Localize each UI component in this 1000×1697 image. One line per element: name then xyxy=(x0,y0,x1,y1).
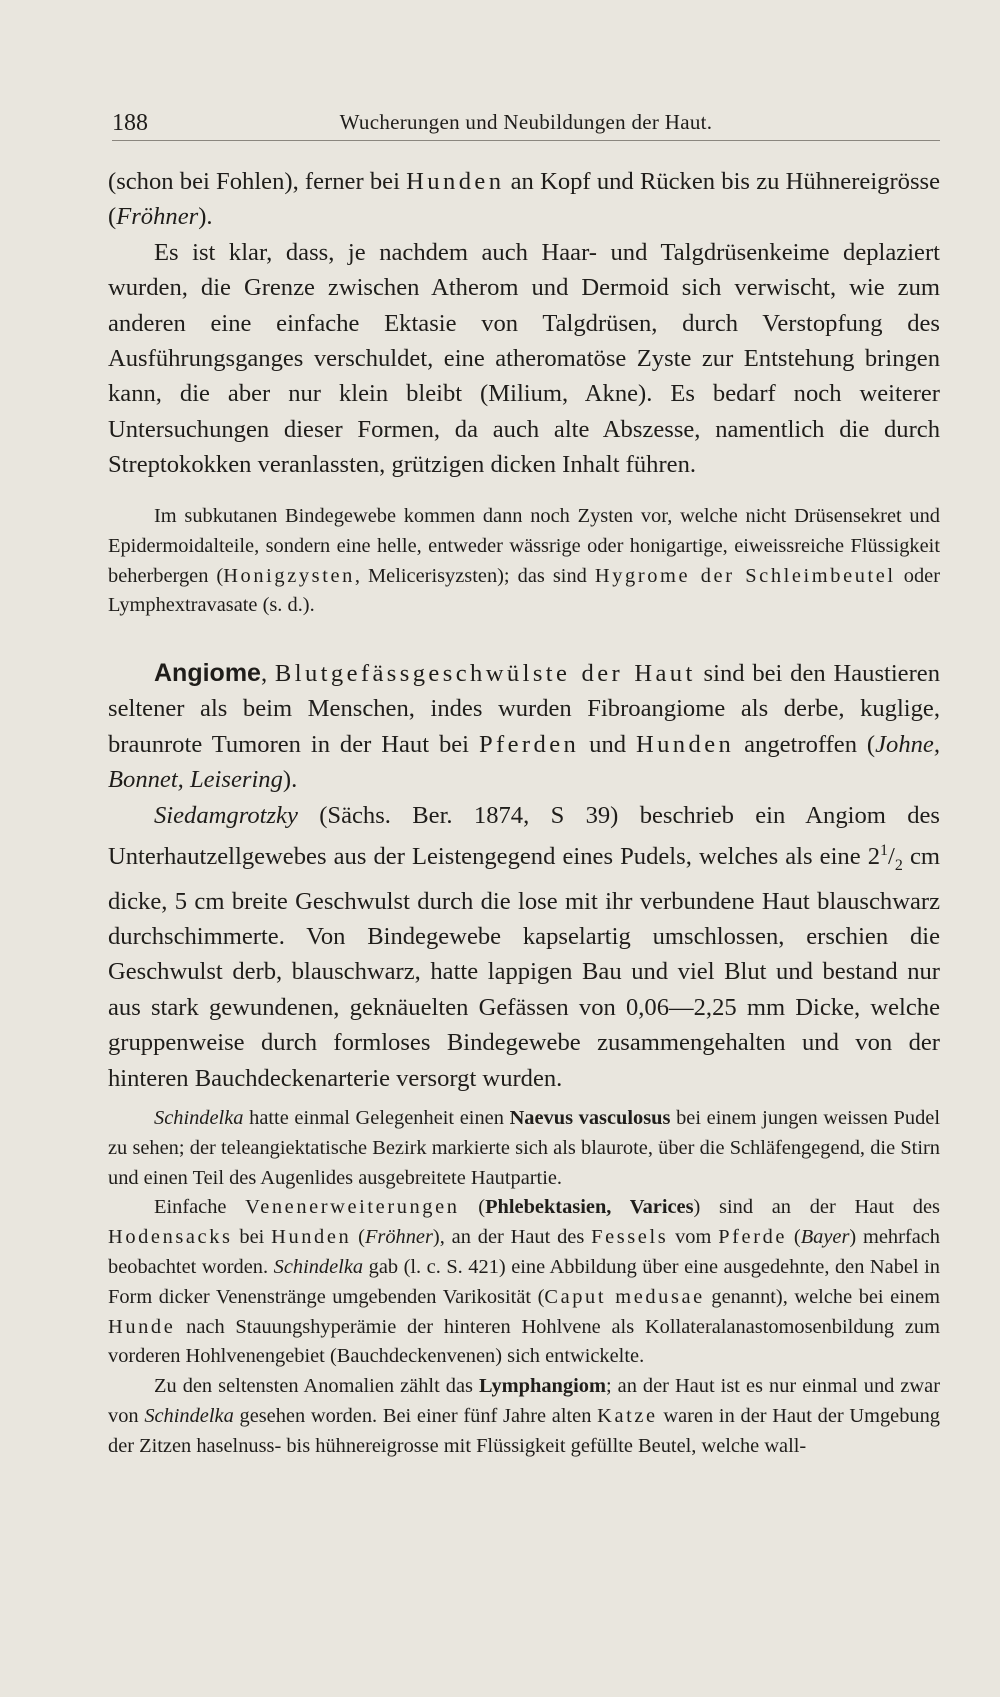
section-angiome xyxy=(108,656,940,1096)
paragraph-angiome: Angiome, Blutgefässgeschwülste der Haut sind bei den Haustieren seltener als beim Menschen, indes wurden Fibroangiome als derbe, kuglige, braunrote Tumoren in der Haut bei Pferden und Hunden angetroffen (Johne, Bonnet, Leisering). xyxy=(108,659,941,794)
paragraph-phlebektasien: Einfache Venenerweiterungen (Phlebektasien, Varices) sind an der Haut des Hodensacks bei Hunden (Fröhner), an der Haut des Fessels vom Pferde (Bayer) mehrfach beobachtet worden. Schindelka gab (l. c. S. 421) eine Abbildung über eine ausgedehnte, den Nabel in Form dicker Venenstränge umgebenden Varikosität (Caput medusae genannt), welche bei einem Hunde nach Stauungshyperämie der hinteren Hohlvene als Kollateralanastomosenbildung zum vorderen Hohlvenengebiet (Bauchdeckenvenen) sich entwickelte. xyxy=(108,1196,940,1368)
running-title: Wucherungen und Neubildungen der Haut. xyxy=(339,110,713,134)
paragraph-small-zysten: Im subkutanen Bindegewebe kommen dann noch Zysten vor, welche nicht Drüsensekret und Epidermoidalteile, sondern eine helle, entweder wässrige oder honigartige, eiweissreiche Flüssigkeit beherbergen (Honigzysten, Melicerisyzsten); das sind Hygrome der Schleimbeutel oder Lymphextravasate (s. d.). xyxy=(108,505,940,617)
paragraph-lymphangiom: Zu den seltensten Anomalien zählt das Lymphangiom; an der Haut ist es nur einmal und zwar von Schindelka gesehen worden. Bei einer fünf Jahre alten Katze waren in der Haut der Umgebung der Zitzen haselnuss- bis hühnereigrosse mit Flüssigkeit gefüllte Beutel, welche wall- xyxy=(108,1375,940,1457)
paragraph-siedamgrotzky: Siedamgrotzky (Sächs. Ber. 1874, S 39) beschrieb ein Angiom des Unterhautzellgewebes aus der Leistengegend eines Pudels, welches als eine $2^1/_2$ cm dicke, 5 cm breite Geschwulst durch die lose mit ihr verbundene Haut blauschwarz durchschimmerte. Von Bindegewebe kapselartig umschlossen, erschien die Geschwulst derb, blauschwarz, hatte lappigen Bau und viel Blut und bestand nur aus stark gewundenen, geknäuelten Gefässen von 0,06—2,25 mm Dicke, welche gruppenweise durch formloses Bindegewebe zusammengehalten und von der hinteren Bauchdeckenarterie versorgt wurden. xyxy=(108,801,940,1092)
page-number: 188 xyxy=(112,110,148,136)
paragraph-fohlen: (schon bei Fohlen), ferner bei Hunden an Kopf und Rücken bis zu Hühnereigrösse (Fröhner). xyxy=(108,168,940,231)
page-header xyxy=(112,104,940,141)
paragraph-atherom: Es ist klar, dass, je nachdem auch Haar- und Talgdrüsenkeime deplaziert wurden, die Grenze zwischen Atherom und Dermoid sich verwischt, wie zum anderen eine einfache Ektasie von Talgdrüsen, durch Verstopfung des Ausführungsganges verschuldet, eine atheromatöse Zyste zur Entstehung bringen kann, die aber nur klein bleibt (Milium, Akne). Es bedarf noch weiterer Untersuchungen dieser Formen, da auch alte Abszesse, namentlich die durch Streptokokken veranlassten, grützigen dicken Inhalt führen. xyxy=(108,238,940,479)
section-heading: Angiome xyxy=(154,659,261,687)
paragraph-naevus: Schindelka hatte einmal Gelegenheit einen Naevus vasculosus bei einem jungen weissen Pudel zu sehen; der teleangiektatische Bezirk markierte sich als blaurote, über die Schläfengegend, die Stirn und einen Teil des Augenlides ausgebreitete Hautpartie. xyxy=(108,1107,940,1189)
paragraph-intro xyxy=(108,164,940,483)
paragraph-small-notes xyxy=(108,1104,940,1462)
